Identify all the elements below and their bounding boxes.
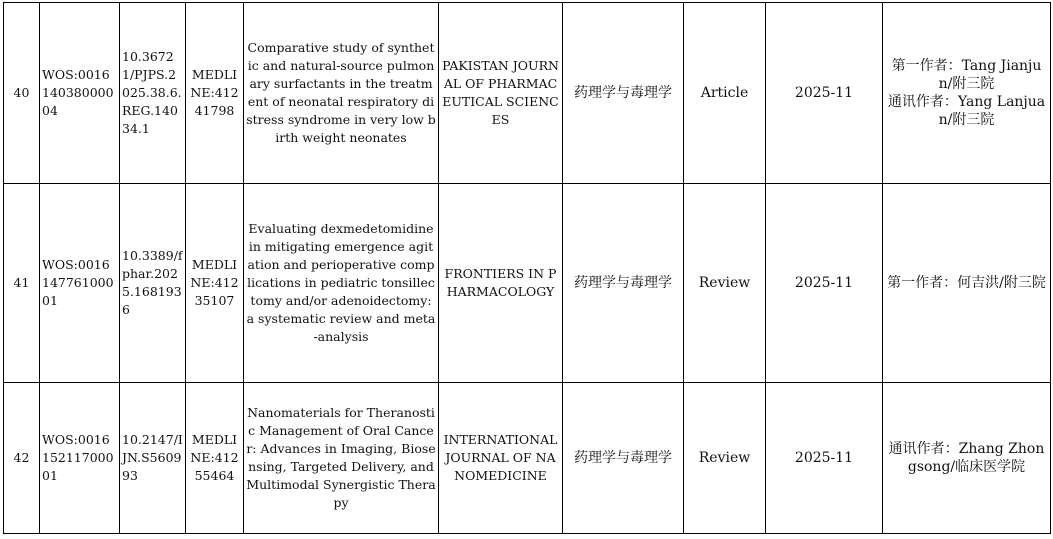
publication-date: 2025-11 <box>766 3 883 184</box>
author-line: 通讯作者：Zhang Zhongsong/临床医学院 <box>888 441 1045 475</box>
document-type: Article <box>684 3 766 184</box>
doi: 10.36721/PJPS.2025.38.6.REG.14034.1 <box>120 3 186 184</box>
subject-category: 药理学与毒理学 <box>563 184 684 383</box>
wos-id: WOS:001615211700001 <box>40 383 120 534</box>
medline-id: MEDLINE:41255464 <box>186 383 244 534</box>
publications-table <box>3 2 1051 534</box>
article-title: Evaluating dexmedetomidine in mitigating emergence agitation and perioperative complications in pediatric tonsillectomy and/or adenoidectomy: a systematic review and meta-analysis <box>244 184 439 383</box>
doi: 10.2147/IJN.S560993 <box>120 383 186 534</box>
article-title: Nanomaterials for Theranostic Management of Oral Cancer: Advances in Imaging, Biosensing, Targeted Delivery, and Multimodal Synergistic Therapy <box>244 383 439 534</box>
publication-date: 2025-11 <box>766 383 883 534</box>
doi: 10.3389/fphar.2025.1681936 <box>120 184 186 383</box>
authors-cell <box>883 184 1051 383</box>
authors-cell <box>883 3 1051 184</box>
subject-category: 药理学与毒理学 <box>563 3 684 184</box>
medline-id: MEDLINE:41235107 <box>186 184 244 383</box>
document-type: Review <box>684 383 766 534</box>
document-type: Review <box>684 184 766 383</box>
journal-name: FRONTIERS IN PHARMACOLOGY <box>439 184 563 383</box>
medline-id: MEDLINE:41241798 <box>186 3 244 184</box>
journal-name: PAKISTAN JOURNAL OF PHARMACEUTICAL SCIENCES <box>439 3 563 184</box>
author-line: 第一作者：Tang Jianjun/附三院 <box>891 58 1042 92</box>
table-row <box>4 383 1051 534</box>
table-row <box>4 3 1051 184</box>
table-row <box>4 184 1051 383</box>
row-number: 42 <box>4 383 40 534</box>
authors-cell <box>883 383 1051 534</box>
subject-category: 药理学与毒理学 <box>563 383 684 534</box>
row-number: 41 <box>4 184 40 383</box>
wos-id: WOS:001614038000004 <box>40 3 120 184</box>
journal-name: INTERNATIONAL JOURNAL OF NANOMEDICINE <box>439 383 563 534</box>
author-line: 通讯作者：Yang Lanjuan/附三院 <box>887 94 1046 128</box>
article-title: Comparative study of synthetic and natural-source pulmonary surfactants in the treatment of neonatal respiratory distress syndrome in very low birth weight neonates <box>244 3 439 184</box>
wos-id: WOS:001614776100001 <box>40 184 120 383</box>
publication-date: 2025-11 <box>766 184 883 383</box>
author-line: 第一作者：何吉洪/附三院 <box>887 275 1046 291</box>
row-number: 40 <box>4 3 40 184</box>
